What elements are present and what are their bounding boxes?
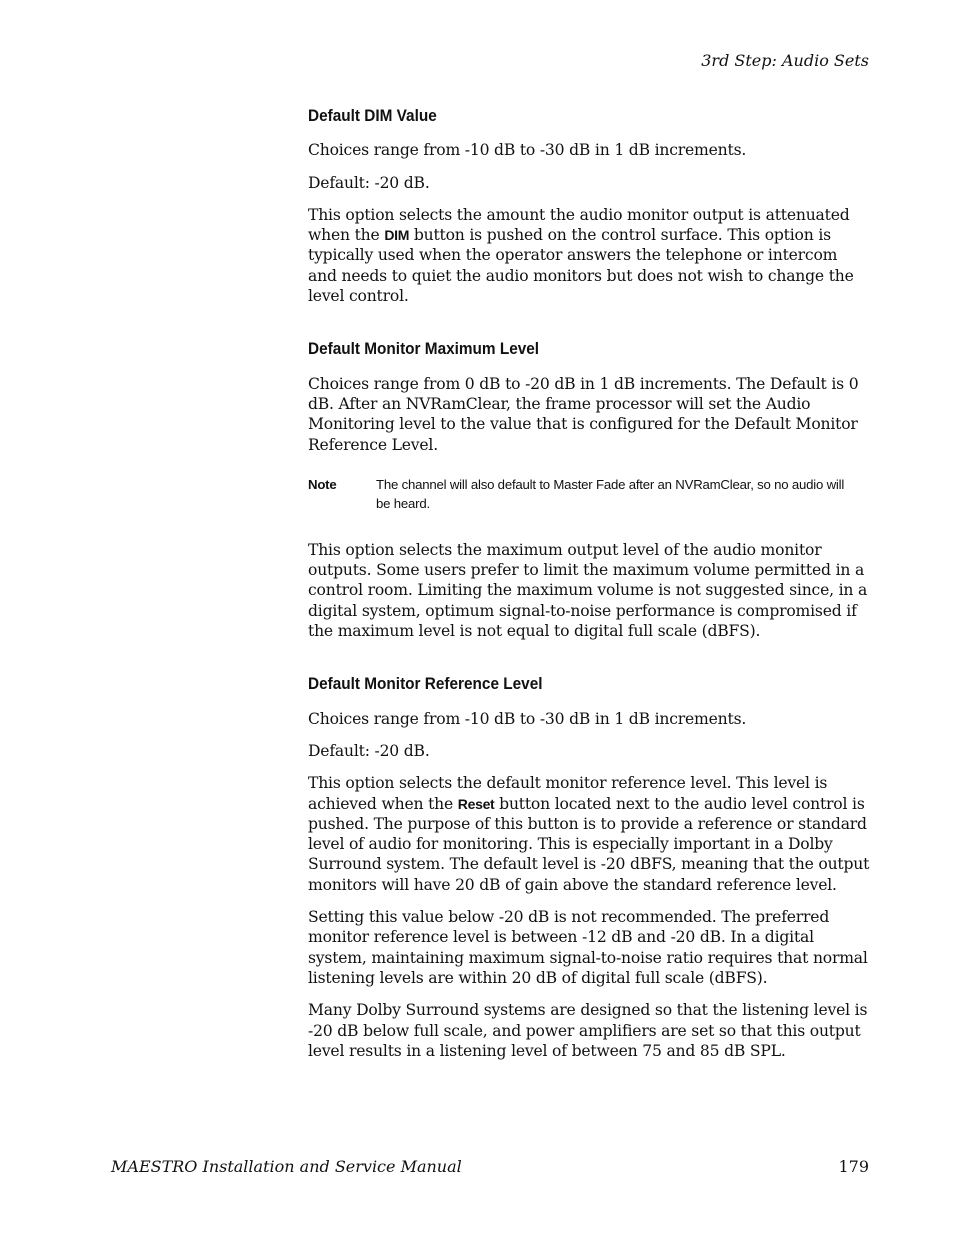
running-head: 3rd Step: Audio Sets (701, 51, 869, 70)
paragraph: Choices range from 0 dB to -20 dB in 1 dB increments. The Default is 0 dB. After an NVRamClear, the frame processor will set the Audio Monitoring level to the value that is configured for the Default Monitor Reference Level. (308, 374, 859, 454)
section-heading: Default Monitor Maximum Level (308, 340, 540, 359)
paragraph (308, 773, 870, 895)
footer-manual-title: MAESTRO Installation and Service Manual (111, 1157, 462, 1176)
section-default-monitor-maximum-level (308, 339, 870, 641)
text-run: button located next to the audio level control is pushed. The purpose of this button is to provide a reference or standard level of audio for monitoring. This is especially important in a Dolby Surround system. The default level is -20 dBFS, meaning that the output monitors will have 20 dB of gain above the standard reference level. (308, 794, 870, 894)
section-default-monitor-reference-level (308, 674, 870, 1061)
section-heading: Default DIM Value (308, 107, 437, 125)
reset-button-keyword: Reset (457, 795, 495, 812)
note-label: Note (308, 476, 337, 492)
paragraph: Default: -20 dB. (308, 173, 430, 192)
paragraph (308, 205, 870, 306)
text-run: This option selects the default monitor reference level. This level is achieved when the (308, 774, 828, 813)
paragraph: Choices range from -10 dB to -30 dB in 1 dB increments. (308, 141, 747, 160)
dim-button-keyword: DIM (384, 227, 410, 244)
paragraph: This option selects the maximum output level of the audio monitor outputs. Some users prefer to limit the maximum volume permitted in a control room. Limiting the maximum volume is not suggested since, in a digital system, optimum signal-to-noise performance is compromised if the maximum level is not equal to digital full scale (dBFS). (308, 540, 868, 641)
section-heading: Default Monitor Reference Level (308, 675, 543, 694)
footer-page-number: 179 (838, 1157, 869, 1176)
note-box (308, 475, 870, 513)
section-default-dim-value (308, 106, 870, 306)
note-text: The channel will also default to Master Fade after an NVRamClear, so no audio will be heard. (376, 476, 845, 511)
paragraph: Setting this value below -20 dB is not recommended. The preferred monitor reference level is between -12 dB and -20 dB. In a digital system, maintaining maximum signal-to-noise ratio requires that normal listening levels are within 20 dB of digital full scale (dBFS). (308, 908, 868, 987)
paragraph: Choices range from -10 dB to -30 dB in 1 dB increments. (308, 709, 747, 728)
text-run: button is pushed on the control surface. This option is typically used when the operator answers the telephone or intercom and needs to quiet the audio monitors but does not wish to change the level control. (308, 226, 854, 306)
paragraph: Default: -20 dB. (308, 741, 430, 760)
text-run: This option selects the amount the audio monitor output is attenuated when the (308, 205, 850, 245)
page-body (308, 106, 870, 1073)
paragraph: Many Dolby Surround systems are designed so that the listening level is -20 dB below full scale, and power amplifiers are set so that this output level results in a listening level of between 75 and 85 dB SPL. (308, 1001, 868, 1060)
